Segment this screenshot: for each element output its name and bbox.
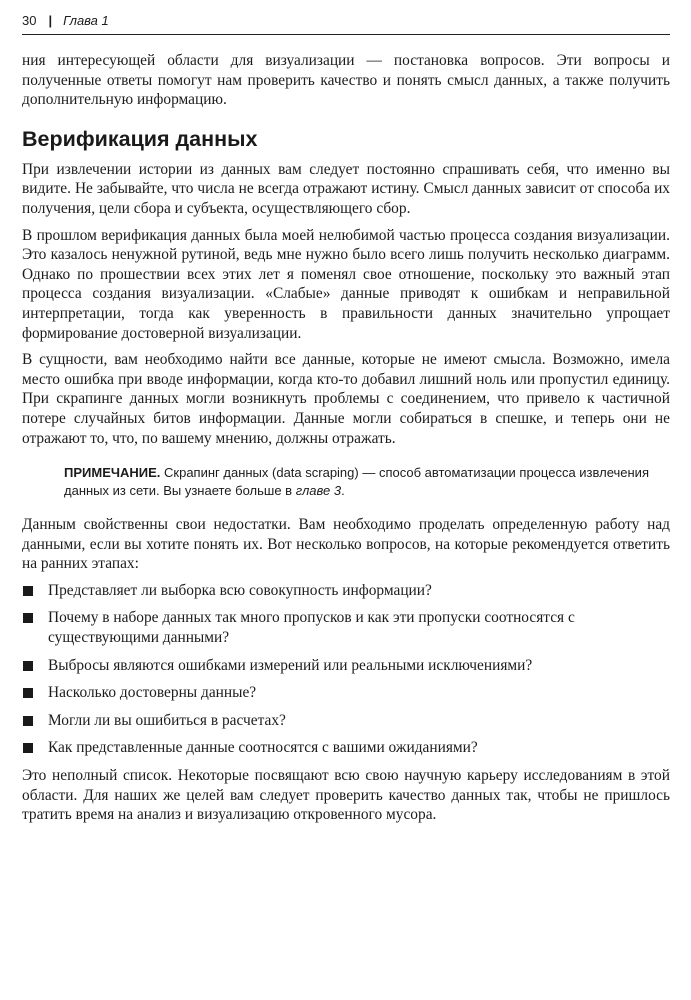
list-item-text: Как представленные данные соотносятся с вашими ожиданиями? (48, 739, 478, 757)
list-item (22, 683, 670, 703)
section-heading: Верификация данных (22, 126, 258, 151)
page-number: 30 (22, 13, 37, 28)
note-chapter-reference: главе 3 (295, 482, 342, 498)
square-bullet-icon (23, 743, 33, 753)
page-body (22, 40, 670, 832)
note-end: . (341, 482, 345, 498)
lead-paragraph: Данным свойственны свои недостатки. Вам необходимо проделать определенную работу над данными, если вы хотите понять их. Вот несколько вопросов, на которые рекомендуется ответить на ранних этапах: (22, 516, 670, 573)
list-item (22, 608, 670, 647)
square-bullet-icon (23, 688, 33, 698)
paragraph-2: В прошлом верификация данных была моей нелюбимой частью процесса создания визуализации. Это казалось ненужной рутиной, ведь мне нужно было всего лишь получить несколько диаграмм. Однако по прошествии всех этих лет я поменял свое отношение, поскольку это важный этап процесса создания визуализации. «Слабые» данные приводят к ошибкам и неправильной интерпретации, тогда как уверенность в правильности данных значительно упрощает формирование достоверной визуализации. (22, 226, 670, 342)
list-item-text: Насколько достоверны данные? (48, 684, 257, 702)
chapter-title: Глава 1 (63, 13, 109, 28)
square-bullet-icon (23, 716, 33, 726)
list-item (22, 711, 670, 731)
note-label: ПРИМЕЧАНИЕ. (64, 465, 161, 481)
square-bullet-icon (23, 586, 33, 596)
square-bullet-icon (23, 661, 33, 671)
question-list (22, 581, 670, 758)
note-block (64, 464, 670, 499)
running-header (22, 12, 670, 35)
list-item-text: Выбросы являются ошибками измерений или реальными исключениями? (48, 656, 533, 674)
list-item-text: Могли ли вы ошибиться в расчетах? (48, 711, 286, 729)
square-bullet-icon (23, 613, 33, 623)
list-item (22, 738, 670, 758)
closing-paragraph: Это неполный список. Некоторые посвящают всю свою научную карьеру исследованиям в этой области. Для наших же целей вам следует проверить качество данных так, чтобы не пришлось тратить время на анализ и визуализацию откровенного мусора. (22, 767, 670, 824)
list-item-text: Представляет ли выборка всю совокупность информации? (48, 581, 432, 599)
list-item (22, 581, 670, 601)
list-item-text: Почему в наборе данных так много пропусков и как эти пропуски соотносятся с существующими данными? (48, 609, 575, 647)
header-separator: | (48, 13, 53, 28)
paragraph-3: В сущности, вам необходимо найти все данные, которые не имеют смысла. Возможно, имела место ошибка при вводе информации, когда кто-то добавил лишний ноль или пропустил единицу. При скрапинге данных могли возникнуть проблемы с соединением, что привело к частичной потере случайных битов информации. Данные могли собираться в спешке, и теперь они не отражают то, что, по вашему мнению, должны отражать. (22, 351, 670, 447)
paragraph-1: При извлечении истории из данных вам следует постоянно спрашивать себя, что именно вы видите. Не забывайте, что числа не всегда отражают истину. Смысл данных зависит от способа их получения, цели сбора и субъекта, осуществляющего сбор. (22, 160, 670, 217)
list-item (22, 656, 670, 676)
note-text: Скрапинг данных (data scraping) — способ автоматизации процесса извлечения данных из сети. Вы узнаете больше в (64, 465, 649, 498)
intro-paragraph: ния интересующей области для визуализации — постановка вопросов. Эти вопросы и полученные ответы помогут нам проверить качество и понять смысл данных, а также получить дополнительную информацию. (22, 52, 670, 109)
